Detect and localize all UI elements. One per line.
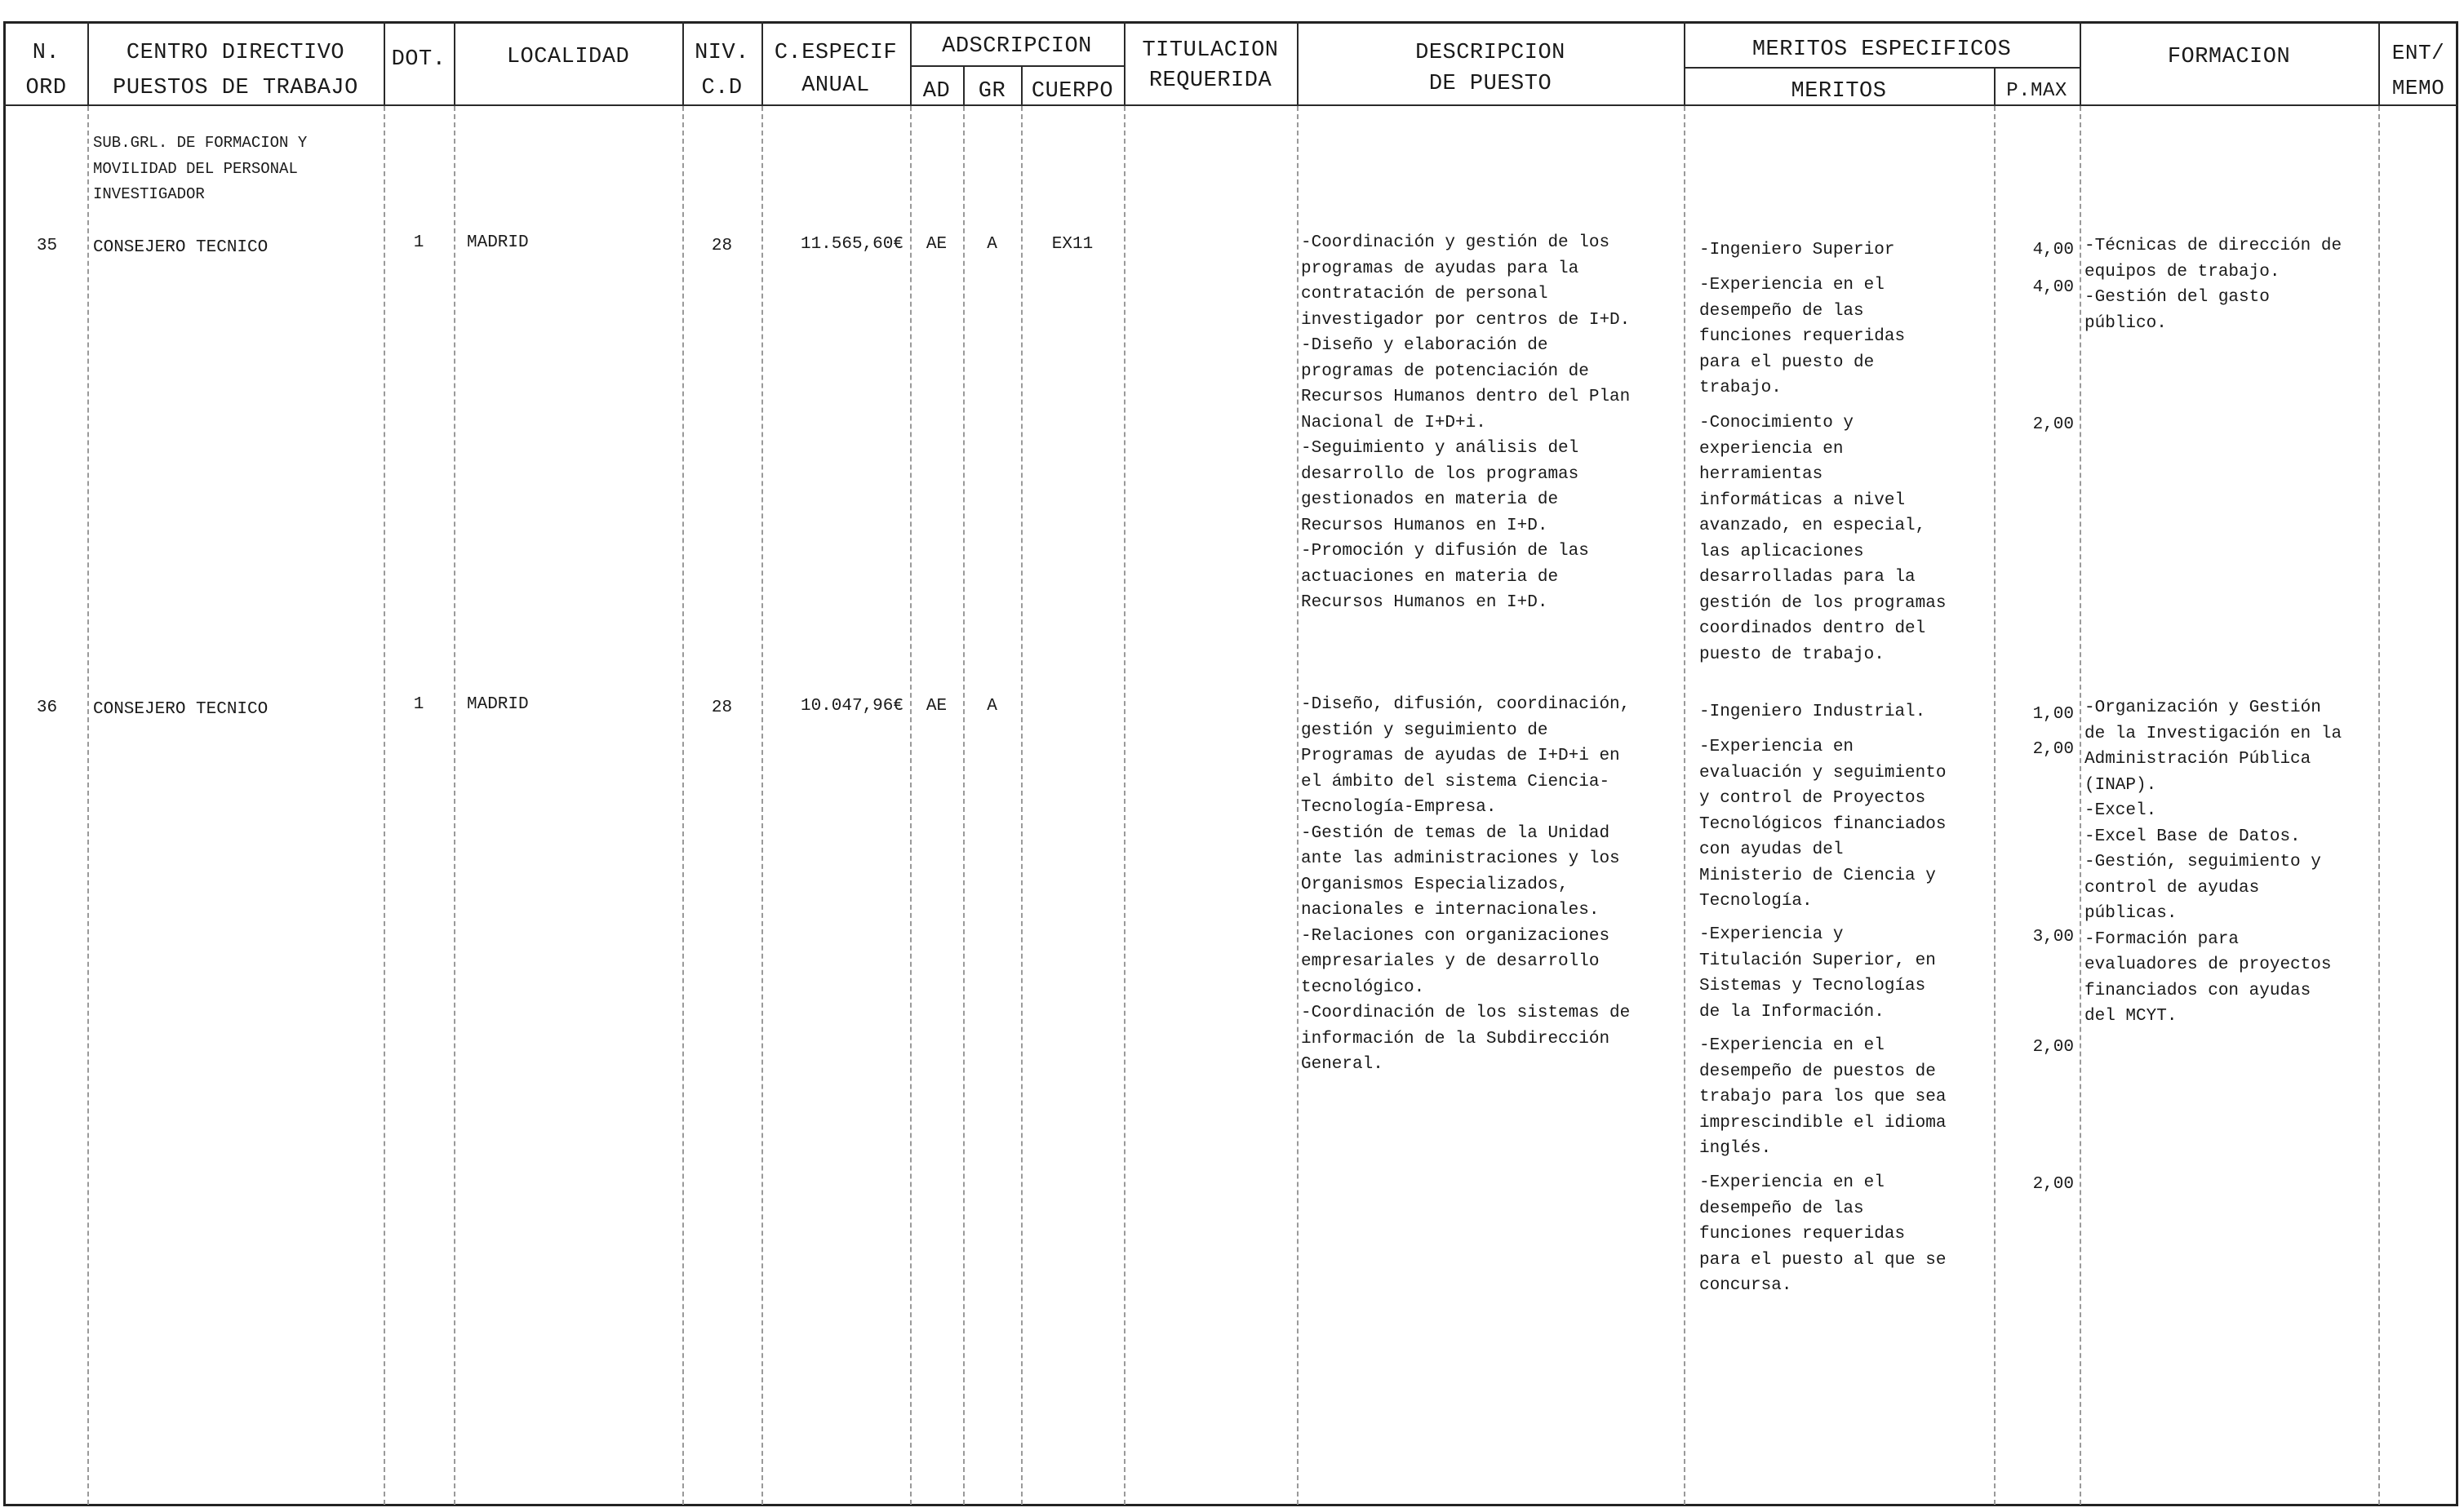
row-36-merito: -Experiencia en el desempeño de las funciones requeridas para el puesto al que se concursa. [1699,1173,1947,1295]
row-36-merito: -Ingeniero Industrial. [1699,703,1926,721]
row-36-dot: 1 [413,695,424,714]
row-36-pmax: 1,00 [2032,705,2074,724]
row-36-n-ord: 36 [36,698,58,717]
row-35-merito: -Experiencia en el desempeño de las funciones requeridas para el puesto de trabajo. [1699,276,1906,397]
row-35-pmax: 4,00 [2032,278,2074,297]
header-divider [3,104,2458,106]
header-anual: ANUAL [801,73,870,98]
header-gr: GR [978,79,1006,104]
row-36-niv: 28 [711,698,733,717]
row-36-merito: -Experiencia en el desempeño de puestos de trabajo para los que sea imprescindible el idioma inglés. [1699,1036,1947,1158]
body-col-rule [1994,106,1996,1505]
row-36-gr: A [987,697,997,716]
body-col-rule [87,106,89,1505]
section-title: SUB.GRL. DE FORMACION Y MOVILIDAD DEL PERSONAL INVESTIGADOR [93,134,308,203]
row-35-formacion: -Técnicas de dirección de equipos de trabajo. -Gestión del gasto público. [2084,237,2342,333]
row-35-merito: -Conocimiento y experiencia en herramientas informáticas a nivel avanzado, en especial, las aplicaciones desarrolladas para la gestión de los programas coordinados dentro del puesto de trabajo. [1699,414,1947,664]
header-puestos-de-trabajo: PUESTOS DE TRABAJO [113,76,358,100]
body-col-rule [1684,106,1685,1505]
row-35-pmax: 2,00 [2032,415,2074,434]
header-descripcion: DESCRIPCION [1415,41,1565,65]
body-col-rule [454,106,455,1505]
row-36-puesto: CONSEJERO TECNICO [93,700,269,719]
header-niv: NIV. [695,41,749,65]
body-col-rule [2080,106,2081,1505]
row-36-pmax: 2,00 [2032,740,2074,759]
row-35-pmax: 4,00 [2032,241,2074,259]
header-titulacion: TITULACION [1142,38,1279,63]
header-localidad: LOCALIDAD [506,45,630,69]
row-36-localidad: MADRID [467,695,529,714]
body-col-rule [384,106,385,1505]
row-35-descripcion: -Coordinación y gestión de los programas de ayudas para la contratación de personal investigador por centros de I+D. -Diseño y elaboración de programas de potenciación de Recursos Humanos dentro del Plan Nacional de I+D+i. -Seguimiento y análisis del desarrollo de los programas gestionados en materia de Recursos Humanos en I+D. -Promoción y difusión de las actuaciones en materia de Recursos Humanos en I+D. [1301,233,1631,612]
header-ad: AD [922,79,951,104]
body-col-rule [2378,106,2380,1505]
row-36-ad: AE [926,697,948,716]
row-35-merito: -Ingeniero Superior [1699,241,1895,259]
header-c-especif: C.ESPECIF [774,41,898,65]
header-formacion: FORMACION [2167,45,2291,69]
header-p-max: P.MAX [2006,80,2067,102]
header-n-ord-sub: ORD [25,76,67,100]
row-35-puesto: CONSEJERO TECNICO [93,238,269,257]
header-dot: DOT. [391,47,446,72]
body-col-rule [1297,106,1299,1505]
header-memo: MEMO [2391,76,2445,100]
header-de-puesto: DE PUESTO [1428,72,1552,96]
header-adscripcion: ADSCRIPCION [942,34,1092,59]
row-36-pmax: 2,00 [2032,1175,2074,1194]
body-col-rule [761,106,763,1505]
row-35-cuerpo: EX11 [1051,235,1094,254]
header-cuerpo: CUERPO [1031,79,1114,104]
row-36-merito: -Experiencia y Titulación Superior, en Sistemas y Tecnologías de la Información. [1699,925,1936,1022]
row-35-niv: 28 [711,237,733,255]
row-35-gr: A [987,235,997,254]
body-col-rule [1124,106,1125,1505]
header-meritos-especificos: MERITOS ESPECIFICOS [1751,38,2012,62]
body-col-rule [910,106,912,1505]
row-36-formacion: -Organización y Gestión de la Investigación en la Administración Pública (INAP). -Excel. -Excel Base de Datos. -Gestión, seguimiento y control de ayudas públicas. -Formación para evaluadores de proyectos financiados con ayudas del MCYT. [2084,698,2342,1026]
row-36-c-especif: 10.047,96€ [800,697,903,716]
row-35-localidad: MADRID [467,233,529,252]
body-col-rule [963,106,965,1505]
row-35-dot: 1 [413,233,424,252]
body-col-rule [1021,106,1023,1505]
row-36-merito: -Experiencia en evaluación y seguimiento y control de Proyectos Tecnológicos financiados con ayudas del Ministerio de Ciencia y Tecnología. [1699,738,1947,911]
row-35-c-especif: 11.565,60€ [800,235,903,254]
header-ent: ENT/ [2391,41,2445,65]
row-35-ad: AE [926,235,948,254]
header-niv-cd: C.D [701,76,743,100]
adscripcion-divider [910,65,1124,67]
meritos-especificos-divider [1684,67,2080,69]
header-centro-directivo: CENTRO DIRECTIVO [126,41,345,65]
row-36-pmax: 3,00 [2032,928,2074,947]
row-36-descripcion: -Diseño, difusión, coordinación, gestión y seguimiento de Programas de ayudas de I+D+i en el ámbito del sistema Ciencia- Tecnología-Empresa. -Gestión de temas de la Unidad ante las administraciones y los Organismos Especializados, nacionales e internacionales. -Relaciones con organizaciones empresariales y de desarrollo tecnológico. -Coordinación de los sistemas de información de la Subdirección General. [1301,695,1631,1074]
body-col-rule [682,106,684,1505]
header-requerida: REQUERIDA [1148,69,1272,93]
header-n-ord: N. [32,41,60,65]
header-meritos: MERITOS [1791,79,1887,104]
row-35-n-ord: 35 [36,237,58,255]
row-36-pmax: 2,00 [2032,1038,2074,1057]
